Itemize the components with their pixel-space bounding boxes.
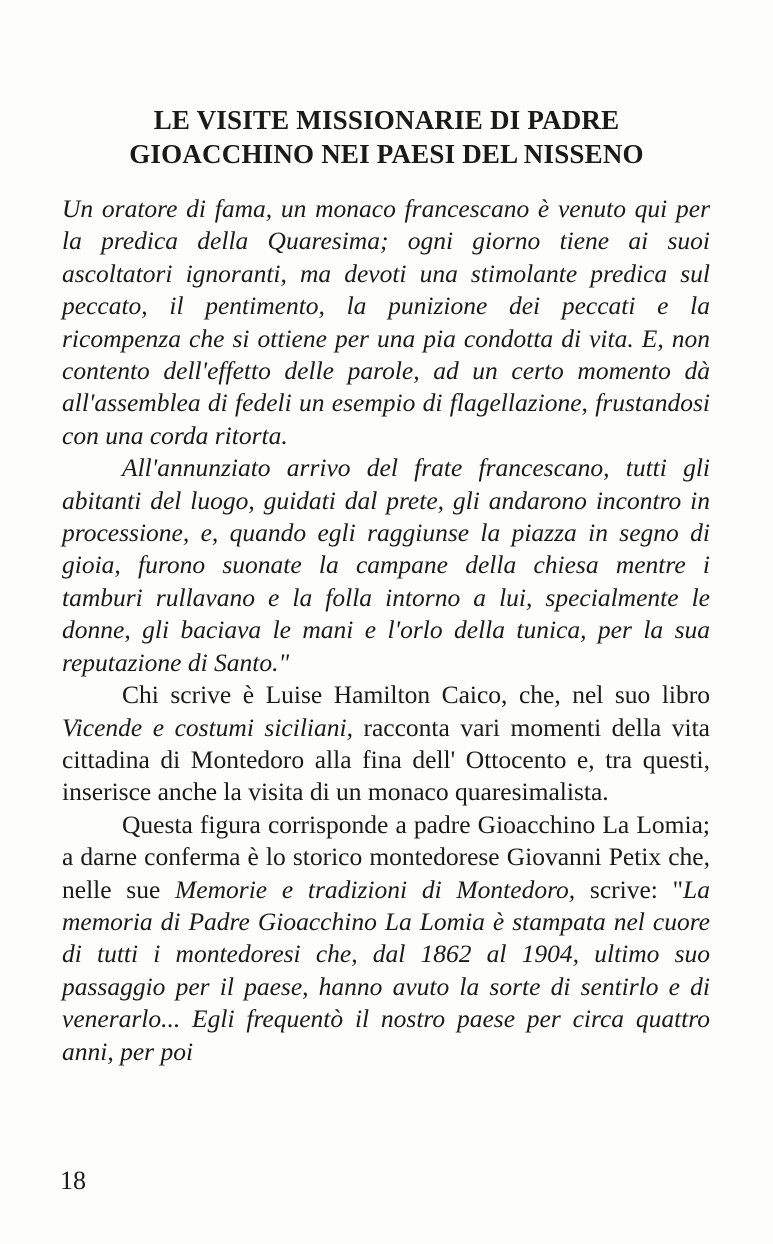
- paragraph-4-text-start: Questa figura corrisponde a padre Gioacchino La Lomia; a darne conferma è lo storico montedorese Giovanni Petix che, nelle sue: [62, 809, 710, 904]
- book-title-memorie: Memorie e tradizioni di Montedoro,: [175, 874, 576, 904]
- book-title-vicende: Vicende e costumi siciliani,: [62, 712, 353, 742]
- paragraph-quote-2: All'annunziato arrivo del frate francescano, tutti gli abitanti del luogo, guidati dal prete, gli andarono incontro in processione, e, quando egli raggiunse la piazza in segno di gioia, furono suonate la campane della chiesa mentre i tamburi rullavano e la folla intorno a lui, specialmente le donne, gli baciava le mani e l'orlo della tunica, per la sua reputazione di Santo.": [62, 453, 710, 677]
- chapter-title-line-2: GIOACCHINO NEI PAESI DEL NISSENO: [129, 139, 644, 169]
- paragraph-3: [62, 679, 710, 809]
- body-text: [62, 193, 710, 1068]
- paragraph-4: [62, 809, 710, 1068]
- page-number: 18: [60, 1166, 86, 1195]
- paragraph-4-text-middle: scrive: ": [575, 874, 684, 904]
- paragraph-3-text-start: Chi scrive è Luise Hamilton Caico, che, nel suo libro: [122, 680, 710, 710]
- petix-quote: La memoria di Padre Gioacchino La Lomia è stampata nel cuore di tutti i montedoresi che, dal 1862 al 1904, ultimo suo passaggio per il paese, hanno avuto la sorte di sentirlo e di venerarlo... Egli frequentò il nostro paese per circa quattro anni, per poi: [62, 874, 710, 1066]
- chapter-title: [60, 103, 713, 171]
- chapter-title-line-1: LE VISITE MISSIONARIE DI PADRE: [153, 105, 620, 135]
- paragraph-3-text-end: racconta vari momenti della vita cittadina di Montedoro alla fina dell' Ottocento e, tra questi, inserisce anche la visita di un monaco quaresimalista.: [62, 712, 710, 807]
- paragraph-quote-1: Un oratore di fama, un monaco francescano è venuto qui per la predica della Quaresima; ogni giorno tiene ai suoi ascoltatori ignoranti, ma devoti una stimolante predica sul peccato, il pentimento, la punizione dei peccati e la ricompenza che si ottiene per una pia condotta di vita. E, non contento dell'effetto delle parole, ad un certo momento dà all'assemblea di fedeli un esempio di flagellazione, frustandosi con una corda ritorta.: [62, 194, 710, 450]
